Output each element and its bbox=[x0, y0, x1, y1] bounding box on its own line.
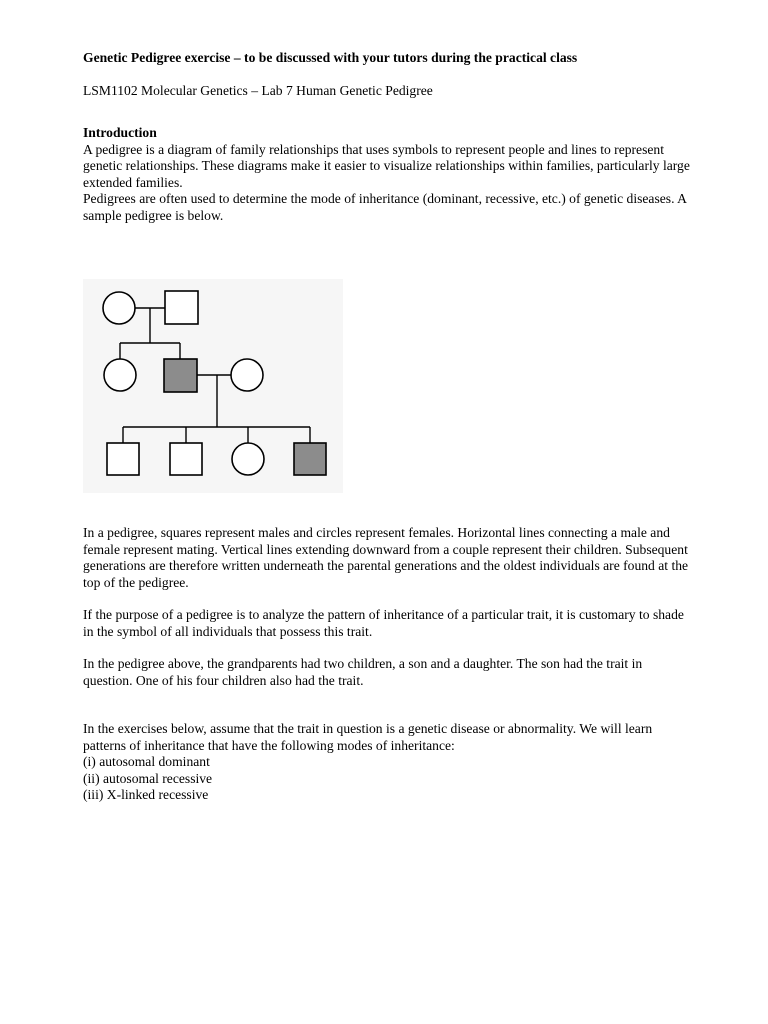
paragraph-exercises: In the exercises below, assume that the trait in question is a genetic disease or abnormality. We will learn patterns of inheritance that have the following modes of inheritance: bbox=[83, 721, 653, 753]
individual-gen2-daughter bbox=[104, 359, 136, 391]
sample-pedigree-figure bbox=[83, 279, 343, 493]
document-page bbox=[83, 50, 693, 224]
inheritance-modes-list bbox=[83, 754, 693, 804]
document-lower-section bbox=[83, 525, 693, 804]
section-heading-introduction: Introduction bbox=[83, 125, 157, 140]
individual-gen3-son-affected bbox=[294, 443, 326, 475]
document-title: Genetic Pedigree exercise – to be discussed with your tutors during the practical class bbox=[83, 50, 578, 65]
individual-gen1-male bbox=[165, 291, 198, 324]
paragraph-symbols: In a pedigree, squares represent males and circles represent females. Horizontal lines connecting a male and female represent mating. Vertical lines extending downward from a couple represent their children. Subsequent generations are therefore written underneath the parental generations and the oldest individuals are found at the top of the pedigree. bbox=[83, 525, 689, 590]
individual-gen2-son-affected bbox=[164, 359, 197, 392]
paragraph-definition: A pedigree is a diagram of family relationships that uses symbols to represent people and lines to represent genetic relationships. These diagrams make it easier to visualize relationships within families, particularly large extended families. bbox=[83, 141, 690, 190]
list-item: (iii) X-linked recessive bbox=[83, 787, 209, 802]
pedigree-diagram bbox=[83, 279, 343, 493]
individual-gen3-daughter bbox=[232, 443, 264, 475]
pedigree-lines bbox=[120, 308, 310, 443]
paragraph-usage: Pedigrees are often used to determine the mode of inheritance (dominant, recessive, etc.) of genetic diseases. A sample pedigree is below. bbox=[83, 191, 687, 223]
individual-gen3-son-2 bbox=[170, 443, 202, 475]
paragraph-shading: If the purpose of a pedigree is to analyze the pattern of inheritance of a particular trait, it is customary to shade in the symbol of all individuals that possess this trait. bbox=[83, 607, 684, 639]
list-item: (ii) autosomal recessive bbox=[83, 770, 213, 786]
document-subtitle: LSM1102 Molecular Genetics – Lab 7 Human Genetic Pedigree bbox=[83, 82, 433, 98]
individual-gen2-spouse bbox=[231, 359, 263, 391]
list-item: (i) autosomal dominant bbox=[83, 754, 210, 769]
paragraph-example: In the pedigree above, the grandparents had two children, a son and a daughter. The son had the trait in question. One of his four children also had the trait. bbox=[83, 656, 643, 688]
individual-gen1-female bbox=[103, 292, 135, 324]
individual-gen3-son-1 bbox=[107, 443, 139, 475]
pedigree-symbols bbox=[103, 291, 326, 475]
